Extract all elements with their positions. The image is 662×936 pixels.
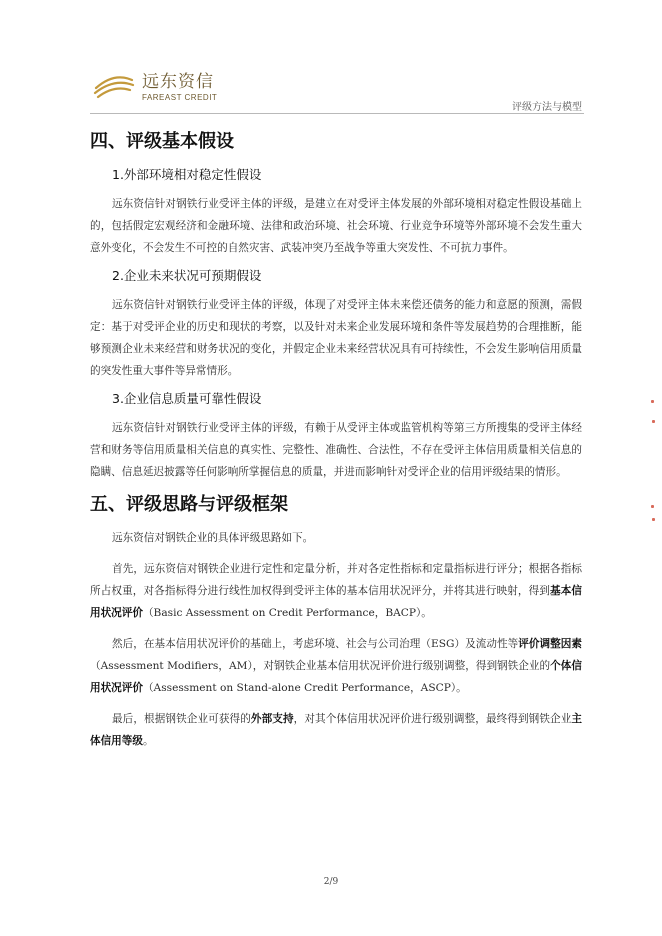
s5-para3-text-a: 然后，在基本信用状况评价的基础上，考虑环境、社会与公司治理（ESG）及流动性等 bbox=[112, 638, 519, 650]
s5-para4-term2: 主体信用等级 bbox=[90, 713, 583, 747]
section5-title: 五、评级思路与评级框架 bbox=[90, 494, 288, 515]
page-number: 2/9 bbox=[323, 877, 339, 887]
s5-para4-text-e: 。 bbox=[142, 735, 154, 747]
section4-title: 四、评级基本假设 bbox=[90, 131, 234, 152]
s5-para3-text-c: （Assessment Modifiers，AM），对钢铁企业基本信用状况评价进行级别调整，得到钢铁企业的 bbox=[90, 660, 551, 672]
sub3-title: 3.企业信息质量可靠性假设 bbox=[112, 391, 262, 406]
company-logo bbox=[92, 70, 136, 100]
s5-para1: 远东资信对钢铁企业的具体评级思路如下。 bbox=[112, 532, 314, 544]
scan-mark bbox=[652, 518, 655, 521]
document-body bbox=[90, 124, 582, 752]
s5-para3-term1: 评价调整因素 bbox=[518, 638, 583, 650]
s5-para4 bbox=[90, 708, 582, 752]
s5-para4-term1: 外部支持 bbox=[250, 713, 294, 725]
s5-para2-text-c: （Basic Assessment on Credit Performance，BACP）。 bbox=[142, 607, 432, 619]
s5-para4-text-c: ，对其个体信用状况评价进行级别调整，最终得到钢铁企业 bbox=[293, 713, 572, 725]
scan-mark bbox=[651, 400, 654, 403]
s5-para3 bbox=[90, 633, 582, 699]
scan-mark bbox=[651, 505, 654, 508]
sub2-body: 远东资信针对钢铁行业受评主体的评级，体现了对受评主体未来偿还债务的能力和意愿的预测，需假定：基于对受评企业的历史和现状的考察，以及针对未来企业发展环境和条件等发展趋势的合理推断，能够预测企业未来经营和财务状况的变化，并假定企业未来经营状况具有可持续性，不会发生影响信用质量的突发性重大事件等异常情形。 bbox=[90, 299, 582, 377]
sub1-title: 1.外部环境相对稳定性假设 bbox=[112, 167, 262, 182]
s5-para4-text-a: 最后，根据钢铁企业可获得的 bbox=[112, 713, 251, 725]
scan-mark bbox=[652, 420, 655, 423]
s5-para2-text-a: 首先，远东资信对钢铁企业进行定性和定量分析，并对各定性指标和定量指标进行评分；根据各指标所占权重，对各指标得分进行线性加权得到受评主体的基本信用状况评分，并将其进行映射，得到 bbox=[90, 563, 582, 597]
sub3-body: 远东资信针对钢铁行业受评主体的评级，有赖于从受评主体或监管机构等第三方所搜集的受评主体经营和财务等信用质量相关信息的真实性、完整性、准确性、合法性，不存在受评主体信用质量相关信息的隐瞒、信息延迟披露等任何影响所掌握信息的质量，并进而影响针对受评企业的信用评级结果的情形。 bbox=[90, 422, 582, 478]
brand-name-en: FAREAST CREDIT bbox=[142, 93, 218, 102]
s5-para2-term: 基本信用状况评价 bbox=[90, 585, 583, 619]
s5-para3-term2: 个体信用状况评价 bbox=[90, 660, 583, 694]
brand-name-cn: 远东资信 bbox=[142, 72, 214, 92]
sub2-title: 2.企业未来状况可预期假设 bbox=[112, 268, 262, 283]
header-divider bbox=[90, 113, 584, 114]
s5-para3-text-e: （Assessment on Stand-alone Credit Performance，ASCP）。 bbox=[142, 682, 467, 694]
sub1-body: 远东资信针对钢铁行业受评主体的评级，是建立在对受评主体发展的外部环境相对稳定性假设基础上的，包括假定宏观经济和金融环境、法律和政治环境、社会环境、行业竞争环境等外部环境不会发生重大意外变化，不会发生不可控的自然灾害、武装冲突乃至战争等重大突发性、不可抗力事件。 bbox=[90, 198, 582, 254]
s5-para2 bbox=[90, 558, 582, 624]
document-tag: 评级方法与模型 bbox=[512, 102, 582, 113]
